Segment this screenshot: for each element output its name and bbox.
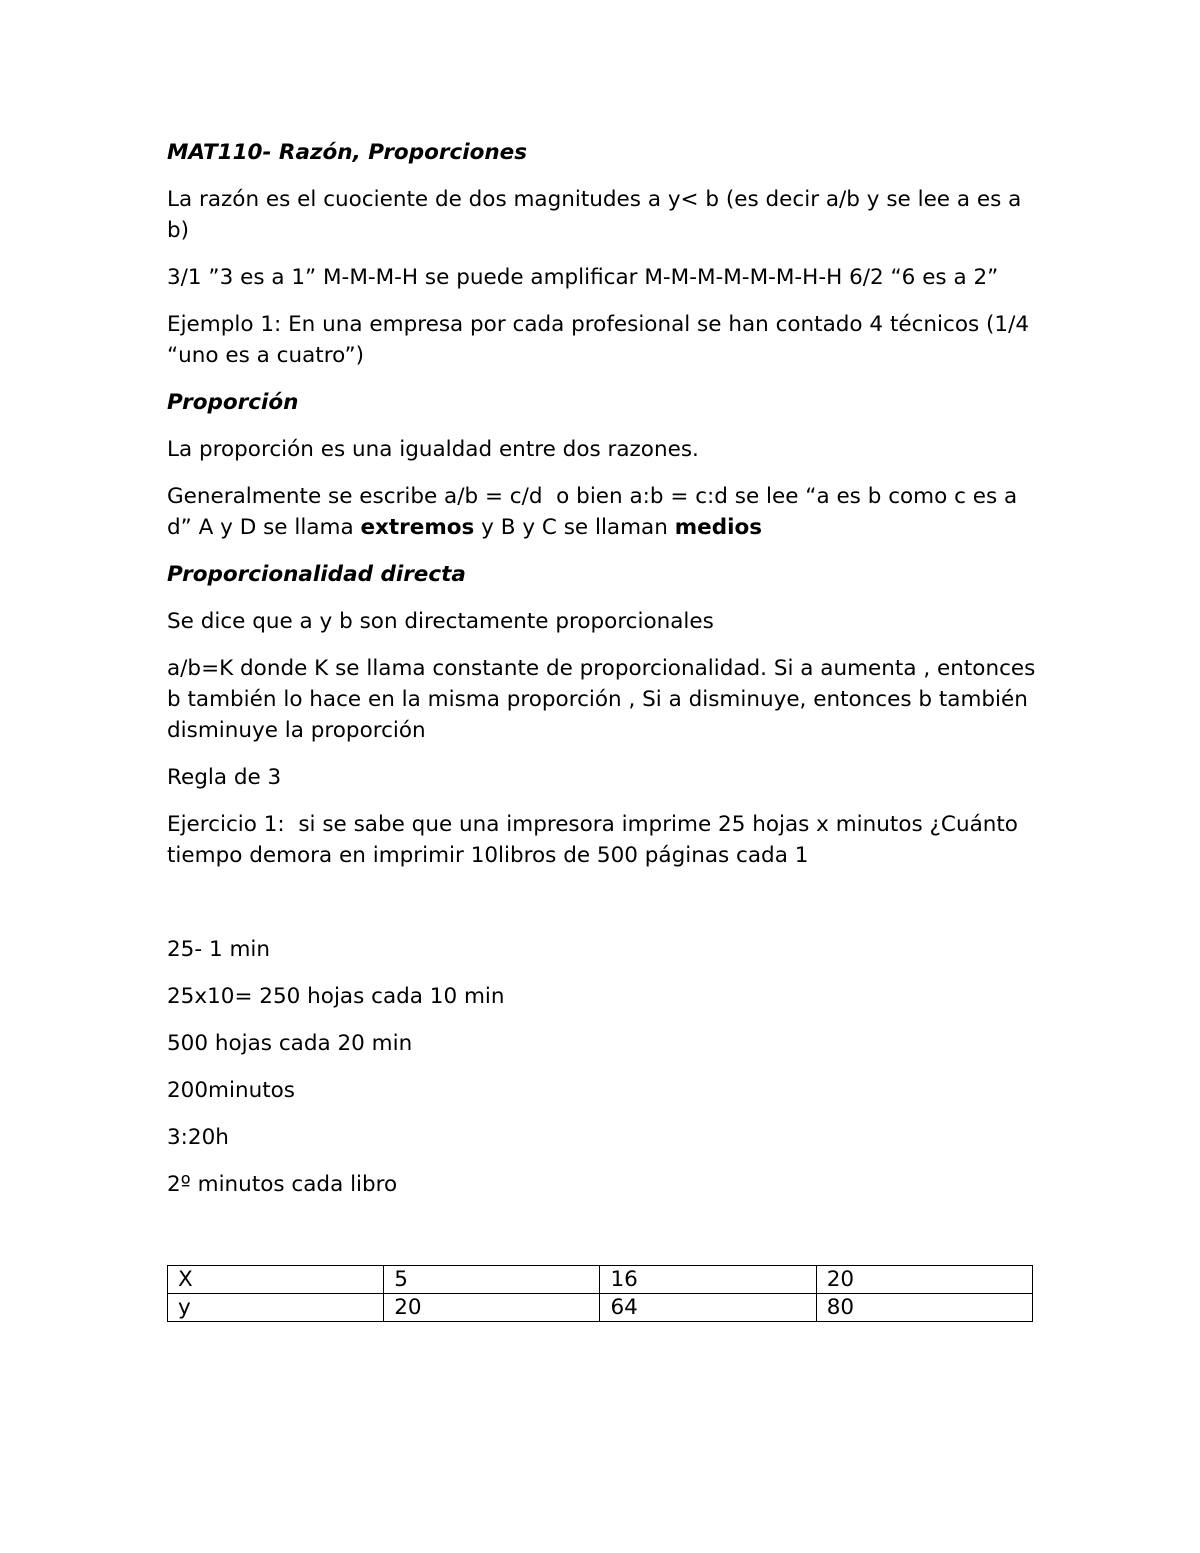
notation-text: Generalmente se escribe a/b = c/d o bien a:b = c:d se lee “a es b como c es a d” A y D se llama [167,484,1025,540]
table-cell: X [168,1266,384,1294]
paragraph-constante: a/b=K donde K se llama constante de proporcionalidad. Si a aumenta , entonces b también lo hace en la misma proporción , Si a disminuye, entonces b también disminuye la proporción [167,656,1043,743]
paragraph-ejercicio-1: Ejercicio 1: si se sabe que una impresora imprime 25 hojas x minutos ¿Cuánto tiempo demora en imprimir 10libros de 500 páginas cada 1 [167,812,1025,868]
calc-line: 500 hojas cada 20 min [167,1031,413,1056]
table-cell: 16 [600,1266,816,1294]
table-cell: 20 [816,1266,1032,1294]
document-page [167,137,1047,1322]
table-cell: y [168,1294,384,1322]
table-cell: 5 [384,1266,600,1294]
blank-line [167,887,1047,934]
proportion-table [167,1265,1033,1322]
paragraph-ejemplo-1: Ejemplo 1: En una empresa por cada profesional se han contado 4 técnicos (1/4 “uno es a cuatro”) [167,312,1036,368]
paragraph-directamente-proporcionales: Se dice que a y b son directamente proporcionales [167,609,714,634]
paragraph-proporcion-definition: La proporción es una igualdad entre dos razones. [167,437,699,462]
heading-proporcion: Proporción [167,390,299,415]
calc-line: 3:20h [167,1125,229,1150]
notation-text-2: y B y C se llaman [474,515,675,540]
paragraph-razon-definition: La razón es el cuociente de dos magnitudes a y< b (es decir a/b y se lee a es a b) [167,187,1029,243]
table-cell: 80 [816,1294,1032,1322]
paragraph-proporcion-notation [167,481,1047,543]
calc-line: 2º minutos cada libro [167,1172,398,1197]
calc-line: 200minutos [167,1078,295,1103]
calc-line: 25- 1 min [167,937,271,962]
table-cell: 64 [600,1294,816,1322]
paragraph-razon-example: 3/1 ”3 es a 1” M-M-M-H se puede amplificar M-M-M-M-M-M-H-H 6/2 “6 es a 2” [167,265,999,290]
paragraph-regla-de-3: Regla de 3 [167,765,282,790]
table-cell: 20 [384,1294,600,1322]
term-extremos: extremos [360,515,475,540]
calc-line: 25x10= 250 hojas cada 10 min [167,984,505,1009]
term-medios: medios [674,515,763,540]
blank-line [167,1216,1047,1265]
document-title: MAT110- Razón, Proporciones [167,140,528,165]
heading-proporcionalidad-directa: Proporcionalidad directa [167,562,466,587]
table-row [168,1294,1033,1322]
table-row [168,1266,1033,1294]
